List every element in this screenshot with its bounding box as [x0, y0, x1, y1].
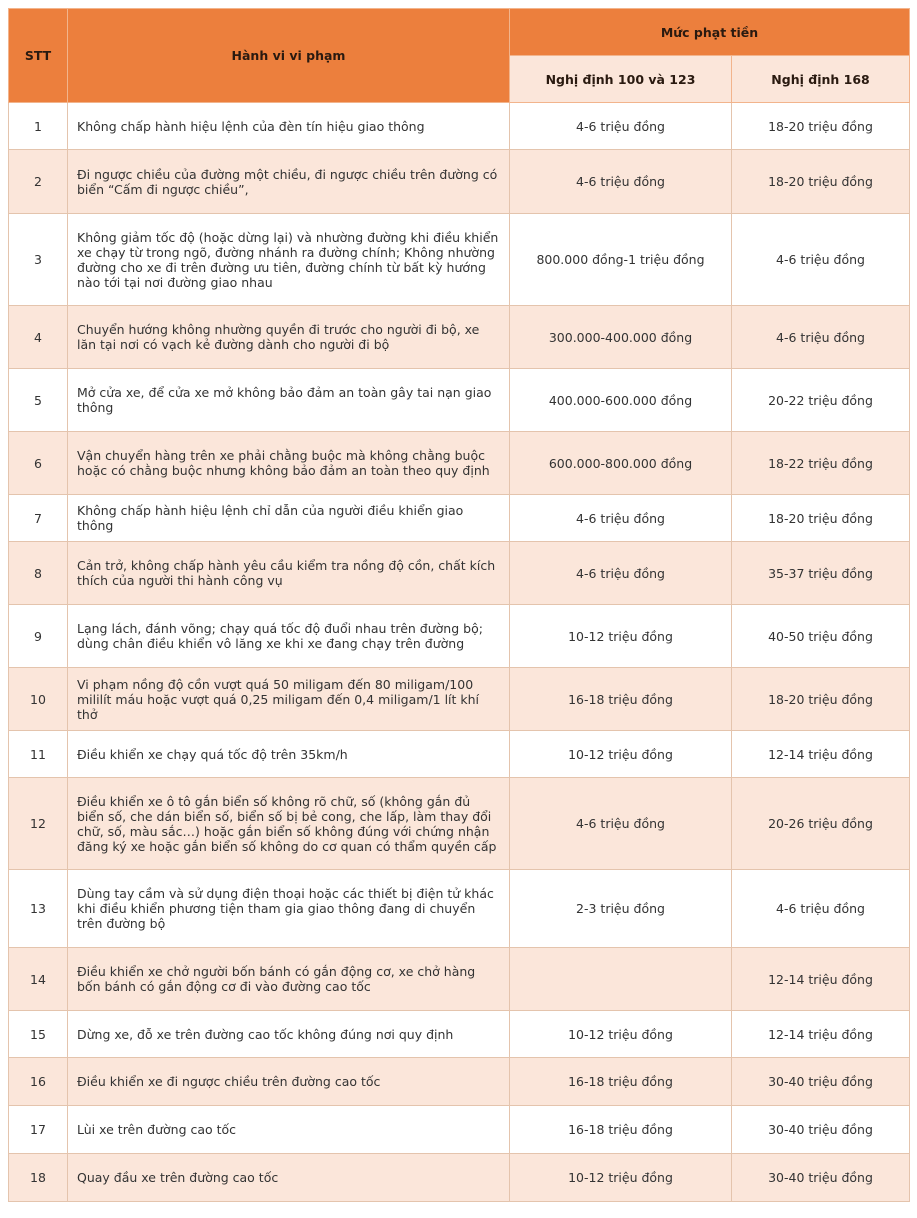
row-fine-new: 12-14 triệu đồng — [732, 1011, 910, 1058]
row-violation: Điều khiển xe ô tô gắn biển số không rõ chữ, số (không gắn đủ biển số, che dán biển số, biển số bị bẻ cong, che lấp, làm thay đổi chữ, số, màu sắc…) hoặc gắn biển số không đúng với chứng nhận đăng ký xe hoặc gắn biển số không do cơ quan có thẩm quyền cấp — [68, 778, 510, 870]
row-fine-old: 2-3 triệu đồng — [510, 870, 732, 948]
row-fine-new: 20-22 triệu đồng — [732, 369, 910, 432]
row-violation: Vi phạm nồng độ cồn vượt quá 50 miligam đến 80 miligam/100 mililít máu hoặc vượt quá 0,25 miligam đến 0,4 miligam/1 lít khí thở — [68, 668, 510, 731]
row-fine-new: 30-40 triệu đồng — [732, 1154, 910, 1202]
row-fine-old: 4-6 triệu đồng — [510, 495, 732, 542]
row-fine-old: 300.000-400.000 đồng — [510, 306, 732, 369]
row-fine-new: 40-50 triệu đồng — [732, 605, 910, 668]
table-row — [9, 1154, 910, 1202]
row-fine-new: 20-26 triệu đồng — [732, 778, 910, 870]
row-fine-old: 4-6 triệu đồng — [510, 778, 732, 870]
row-fine-new: 4-6 triệu đồng — [732, 306, 910, 369]
row-fine-old: 4-6 triệu đồng — [510, 150, 732, 214]
table-row — [9, 432, 910, 495]
row-fine-new: 12-14 triệu đồng — [732, 731, 910, 778]
row-stt: 11 — [9, 731, 68, 778]
header-violation: Hành vi vi phạm — [68, 9, 510, 103]
table-row — [9, 1106, 910, 1154]
row-violation: Lùi xe trên đường cao tốc — [68, 1106, 510, 1154]
row-fine-new: 4-6 triệu đồng — [732, 870, 910, 948]
table-row — [9, 605, 910, 668]
row-fine-old: 16-18 triệu đồng — [510, 1106, 732, 1154]
traffic-fine-table — [8, 8, 910, 1202]
row-violation: Dừng xe, đỗ xe trên đường cao tốc không đúng nơi quy định — [68, 1011, 510, 1058]
row-fine-new: 12-14 triệu đồng — [732, 948, 910, 1011]
row-violation: Dùng tay cầm và sử dụng điện thoại hoặc các thiết bị điện tử khác khi điều khiển phương tiện tham gia giao thông đang di chuyển trên đường bộ — [68, 870, 510, 948]
row-stt: 2 — [9, 150, 68, 214]
row-stt: 12 — [9, 778, 68, 870]
fine-table-container — [8, 8, 909, 1202]
row-stt: 10 — [9, 668, 68, 731]
row-violation: Quay đầu xe trên đường cao tốc — [68, 1154, 510, 1202]
table-header — [9, 9, 910, 103]
row-stt: 8 — [9, 542, 68, 605]
row-fine-new: 18-20 triệu đồng — [732, 103, 910, 150]
table-row — [9, 369, 910, 432]
row-fine-old: 800.000 đồng-1 triệu đồng — [510, 214, 732, 306]
row-stt: 16 — [9, 1058, 68, 1106]
table-row — [9, 495, 910, 542]
row-violation: Điều khiển xe đi ngược chiều trên đường cao tốc — [68, 1058, 510, 1106]
row-fine-new: 4-6 triệu đồng — [732, 214, 910, 306]
table-row — [9, 1011, 910, 1058]
row-fine-new: 30-40 triệu đồng — [732, 1058, 910, 1106]
row-fine-new: 18-20 triệu đồng — [732, 668, 910, 731]
row-fine-old: 10-12 triệu đồng — [510, 1154, 732, 1202]
row-fine-new: 18-20 triệu đồng — [732, 495, 910, 542]
header-fine-group: Mức phạt tiền — [510, 9, 910, 56]
row-violation: Điều khiển xe chạy quá tốc độ trên 35km/h — [68, 731, 510, 778]
header-stt: STT — [9, 9, 68, 103]
table-row — [9, 668, 910, 731]
row-violation: Không giảm tốc độ (hoặc dừng lại) và nhường đường khi điều khiển xe chạy từ trong ngõ, đường nhánh ra đường chính; Không nhường đường cho xe đi trên đường ưu tiên, đường chính từ bất kỳ hướng nào tới tại nơi đường giao nhau — [68, 214, 510, 306]
row-violation: Mở cửa xe, để cửa xe mở không bảo đảm an toàn gây tai nạn giao thông — [68, 369, 510, 432]
table-row — [9, 948, 910, 1011]
row-fine-old: 4-6 triệu đồng — [510, 542, 732, 605]
table-body — [9, 103, 910, 1202]
table-row — [9, 870, 910, 948]
row-fine-old: 10-12 triệu đồng — [510, 1011, 732, 1058]
row-stt: 18 — [9, 1154, 68, 1202]
row-violation: Không chấp hành hiệu lệnh chỉ dẫn của người điều khiển giao thông — [68, 495, 510, 542]
row-stt: 6 — [9, 432, 68, 495]
table-row — [9, 214, 910, 306]
row-stt: 5 — [9, 369, 68, 432]
row-fine-old: 16-18 triệu đồng — [510, 1058, 732, 1106]
row-violation: Đi ngược chiều của đường một chiều, đi ngược chiều trên đường có biển “Cấm đi ngược chiều”, — [68, 150, 510, 214]
header-decree-new: Nghị định 168 — [732, 56, 910, 103]
row-stt: 4 — [9, 306, 68, 369]
row-stt: 15 — [9, 1011, 68, 1058]
table-row — [9, 1058, 910, 1106]
row-fine-new: 35-37 triệu đồng — [732, 542, 910, 605]
row-stt: 1 — [9, 103, 68, 150]
table-row — [9, 778, 910, 870]
row-stt: 13 — [9, 870, 68, 948]
row-stt: 9 — [9, 605, 68, 668]
row-violation: Cản trở, không chấp hành yêu cầu kiểm tra nồng độ cồn, chất kích thích của người thi hành công vụ — [68, 542, 510, 605]
row-fine-old: 10-12 triệu đồng — [510, 731, 732, 778]
row-violation: Không chấp hành hiệu lệnh của đèn tín hiệu giao thông — [68, 103, 510, 150]
row-stt: 14 — [9, 948, 68, 1011]
row-stt: 7 — [9, 495, 68, 542]
table-row — [9, 542, 910, 605]
row-fine-new: 30-40 triệu đồng — [732, 1106, 910, 1154]
row-violation: Chuyển hướng không nhường quyền đi trước cho người đi bộ, xe lăn tại nơi có vạch kẻ đường dành cho người đi bộ — [68, 306, 510, 369]
header-decree-old: Nghị định 100 và 123 — [510, 56, 732, 103]
row-violation: Vận chuyển hàng trên xe phải chằng buộc mà không chằng buộc hoặc có chằng buộc nhưng không bảo đảm an toàn theo quy định — [68, 432, 510, 495]
row-fine-old: 16-18 triệu đồng — [510, 668, 732, 731]
table-row — [9, 103, 910, 150]
row-fine-old: 600.000-800.000 đồng — [510, 432, 732, 495]
table-row — [9, 731, 910, 778]
table-row — [9, 150, 910, 214]
row-stt: 3 — [9, 214, 68, 306]
table-row — [9, 306, 910, 369]
row-fine-old — [510, 948, 732, 1011]
row-violation: Lạng lách, đánh võng; chạy quá tốc độ đuổi nhau trên đường bộ; dùng chân điều khiển vô lăng xe khi xe đang chạy trên đường — [68, 605, 510, 668]
row-fine-old: 10-12 triệu đồng — [510, 605, 732, 668]
row-fine-old: 4-6 triệu đồng — [510, 103, 732, 150]
row-fine-new: 18-22 triệu đồng — [732, 432, 910, 495]
row-fine-old: 400.000-600.000 đồng — [510, 369, 732, 432]
row-fine-new: 18-20 triệu đồng — [732, 150, 910, 214]
row-stt: 17 — [9, 1106, 68, 1154]
row-violation: Điều khiển xe chở người bốn bánh có gắn động cơ, xe chở hàng bốn bánh có gắn động cơ đi vào đường cao tốc — [68, 948, 510, 1011]
